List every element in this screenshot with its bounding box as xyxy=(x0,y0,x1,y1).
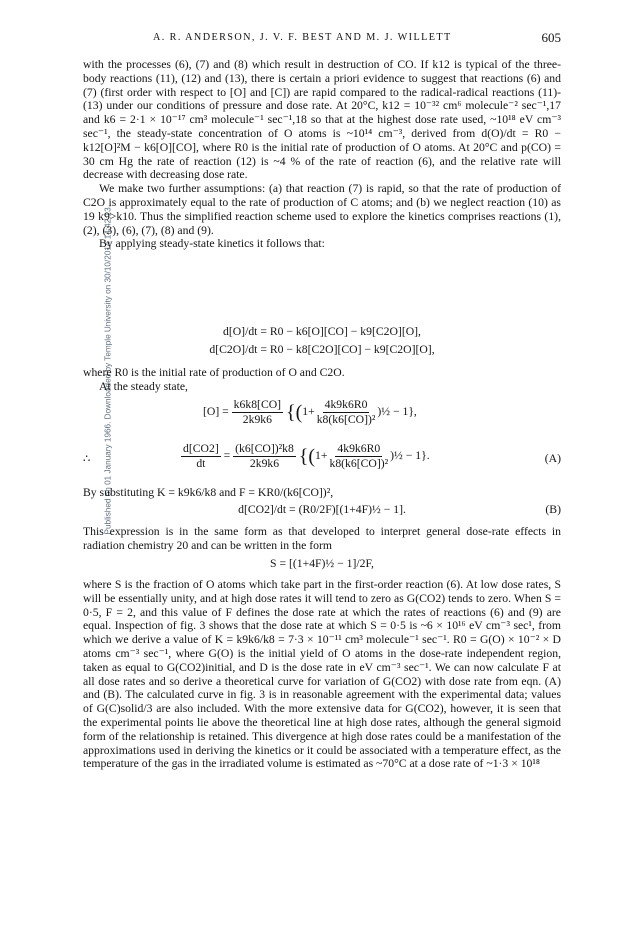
paragraph-3: By applying steady-state kinetics it follows that: xyxy=(99,237,325,251)
eq-A-coefficient xyxy=(233,442,296,471)
equation-label-B: (B) xyxy=(545,503,561,516)
page-number: 605 xyxy=(541,30,561,45)
eq-A-inner-numerator: 4k9k6R0 xyxy=(337,442,381,455)
paragraph-dose-rate-form xyxy=(83,525,561,553)
equation-S: S = [(1+4F)½ − 1]/2F, xyxy=(270,557,374,570)
eq-A-inner-fraction xyxy=(327,442,390,471)
eq-A-lhs xyxy=(181,442,221,471)
paragraph-1: with the processes (6), (7) and (8) which result in destruction of CO. If k12 is typical of the three-body reactions (11), (12) and (13), there is certain a priori evidence to suggest that reactions (6) and (7) (first order with respect to [O] and [C]) are rapid compared to the radical-radical reactions (11)-(13) under our conditions of pressure and dose rate. At 20°C, k12 = 10⁻³² cm⁶ molecule⁻² sec⁻¹,17 and k6 = 2·1 × 10⁻¹⁷ cm³ molecule⁻¹ sec⁻¹,18 so that at the highest dose rate used, ~10¹⁸ eV cm⁻³ sec⁻¹, the steady-state concentration of O atoms is ~10¹⁴ cm⁻³, derived from d(O)/dt = R0 − k12[O]²M − k6[O][CO], where R0 is the initial rate of production of O atoms. At 20°C and p(CO) = 30 cm Hg the rate of reaction (12) is ~4 % of the rate of reaction (6), and the relative rate will decrease with decreasing dose rate. xyxy=(83,58,561,182)
equation-O-steady-state: [O] = $\frac{k6k8[CO]}{2k9k6}$ {(1+ $\frac{4k9k6R0}{\text{k8(k6[CO])²}}$ )½ − 1}, xyxy=(203,398,417,426)
paragraph-4: where R0 is the initial rate of production of O and C2O. xyxy=(83,366,345,379)
eq-O-coefficient xyxy=(232,398,283,427)
eq-O-coefficient-numerator: k6k8[CO] xyxy=(233,398,282,411)
paragraph-8: where S is the fraction of O atoms which take part in the first-order reaction (6). At low dose rates, S will be essentially unity, and at high dose rates it will tend to zero as G(CO2) tends to zero. When S = 0·5, F = 2, and this value of F defines the dose rate at which the rates of reactions (6) and (9) are equal. Inspection of fig. 3 shows that the dose rate at which S = 0·5 is ~6 × 10¹⁶ eV cm⁻³ sec¹, from which we derive a value of K = k9k6/k8 = 7·3 × 10⁻¹¹ cm³ molecule⁻¹ sec⁻¹. R0 = G(O) × 10⁻² × D atoms cm⁻³ sec⁻¹, where G(O) is the initial yield of O atoms in the dose-rate independent region, taken as equal to G(CO2)initial, and D is the dose rate in eV cm⁻³ sec⁻¹. We can now calculate F at all dose rates and so derive a theoretical curve for variation of G(CO2) with dose rate from eqn. (A) and (B). The calculated curve in fig. 3 is in reasonable agreement with the experimental data; values of G(C)solid/3 are also included. With the more extensive data for G(CO2), however, it is seen that the experimental points lie above the theoretical line at high dose rates, although the general sigmoid form of the relationship is retained. This divergence at high dose rates could be a manifestation of the approximations used in deriving the kinetics or it could be associated with a temperature effect, as the temperature of the gas in the irradiated volume is estimated as ~70°C at a dose rate of ~1·3 × 10¹⁸ xyxy=(83,578,561,771)
eq-O-inner-numerator: 4k9k6R0 xyxy=(324,398,368,411)
eq-A-coefficient-denominator: 2k9k6 xyxy=(249,457,280,470)
eq-A-lhs-numerator: d[CO2] xyxy=(183,442,219,455)
paragraph-5: At the steady state, xyxy=(99,379,188,393)
paragraph-steady-state xyxy=(83,366,561,394)
paragraph-2: We make two further assumptions: (a) that reaction (7) is rapid, so that the rate of production of C2O is approximately equal to the rate of production of C atoms; and (b) we neglect reaction (10) as 19 k9>k10. Thus the simplified reaction scheme used to explore the kinetics comprises reactions (1), (2), (3), (6), (7), (8) and (9). xyxy=(83,182,561,237)
paragraph-kinetics-intro xyxy=(83,58,561,251)
therefore-symbol: ∴ xyxy=(83,452,91,465)
download-watermark: Published on 01 January 1966. Downloaded by Temple University on 30/10/2014 14:42:13. xyxy=(103,205,113,535)
page-header xyxy=(83,30,561,50)
equation-rate-O: d[O]/dt = R0 − k6[O][CO] − k9[C2O][O], xyxy=(223,325,421,338)
eq-O-inner-denominator: k8(k6[CO])² xyxy=(316,413,376,426)
equation-rate-C2O: d[C2O]/dt = R0 − k8[C2O][CO] − k9[C2O][O], xyxy=(209,343,435,356)
paragraph-substitution xyxy=(83,486,561,500)
eq-O-tail: )½ − 1}, xyxy=(377,405,417,419)
paragraph-7: This expression is in the same form as that developed to interpret general dose-rate effects in radiation chemistry 20 and can be written in the form xyxy=(83,525,561,552)
eq-O-inner-fraction xyxy=(315,398,378,427)
eq-O-lhs: [O] = xyxy=(203,405,229,419)
eq-A-tail: )½ − 1}. xyxy=(390,449,430,463)
eq-A-coefficient-numerator: (k6[CO])²k8 xyxy=(235,442,294,455)
paragraph-discussion xyxy=(83,578,561,771)
eq-O-coefficient-denominator: 2k9k6 xyxy=(242,413,272,426)
eq-A-lhs-denominator: dt xyxy=(196,457,206,470)
equation-A: ∴ $\frac{d[CO2]}{dt}$ = $\frac{\text{(k6[CO])²k8}}{2k9k6}$ {(1+ $\frac{4k9k6R0}{\text{k8(k6[CO])²}}$ )½ − 1}. (A) xyxy=(83,442,561,470)
equation-B xyxy=(83,503,561,517)
running-head-authors: A. R. ANDERSON, J. V. F. BEST AND M. J. WILLETT xyxy=(153,32,452,43)
equation-label-A: (A) xyxy=(544,452,561,465)
eq-B-body: d[CO2]/dt = (R0/2F)[(1+4F)½ − 1]. xyxy=(238,503,406,516)
paragraph-6: By substituting K = k9k6/k8 and F = KR0/(k6[CO])², xyxy=(83,486,334,499)
eq-A-inner-denominator: k8(k6[CO])² xyxy=(329,457,389,470)
